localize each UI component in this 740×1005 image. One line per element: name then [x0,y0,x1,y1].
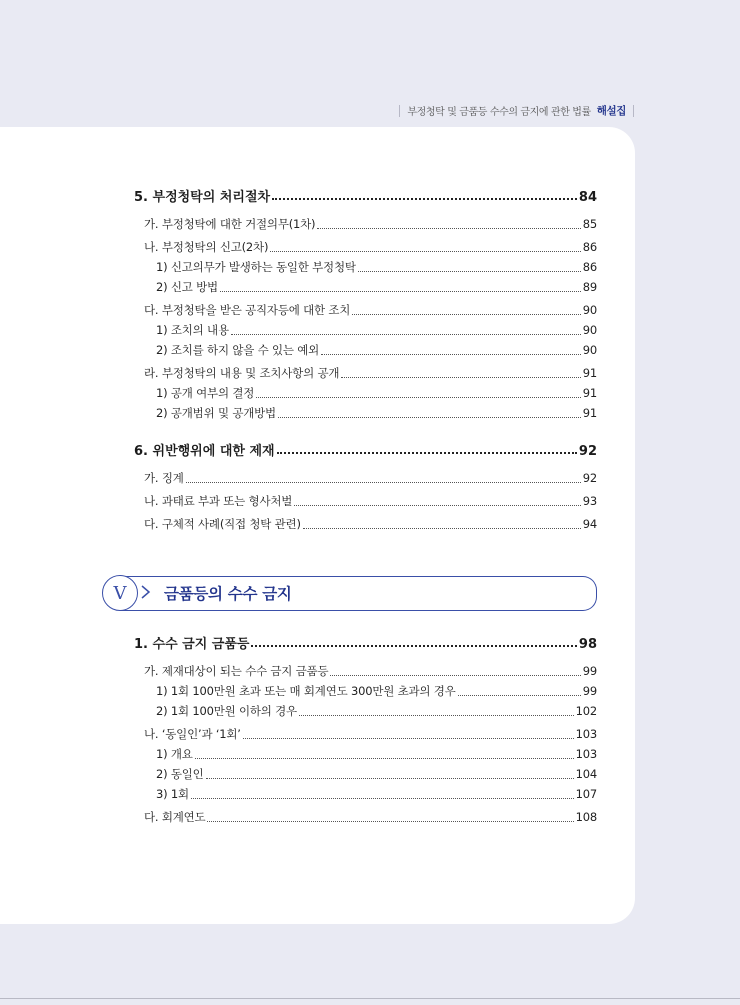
section-title: 금품등의 수수 금지 [164,585,292,603]
bottom-rule [0,998,740,999]
toc-entry-page: 85 [582,217,597,231]
toc-entry-page: 91 [582,406,597,420]
toc-entry-label: 1) 공개 여부의 결정 [156,386,255,400]
toc-entry-page: 91 [582,366,597,380]
toc-entry-label: 2) 1회 100만원 이하의 경우 [156,704,297,718]
dot-leader [321,353,581,355]
dot-leader [270,250,581,252]
dot-leader [207,820,573,822]
toc-entry[interactable] [134,764,597,784]
toc-entry-page: 99 [582,684,597,698]
toc-entry-label: 2) 동일인 [156,767,204,781]
toc-entry[interactable] [134,257,597,277]
toc-entry-label: 다. 회계연도 [144,810,206,824]
toc-entry-label: 가. 부정청탁에 대한 거절의무(1차) [144,217,316,231]
toc-entry-label: 6. 위반행위에 대한 제재 [134,444,275,459]
toc-entry[interactable] [134,491,597,511]
toc-entry[interactable] [134,744,597,764]
toc-entry[interactable] [134,277,597,297]
header-divider [399,105,400,117]
book-title: 부정청탁 및 금품등 수수의 금지에 관한 법률 [407,107,591,118]
toc-entry-label: 1) 개요 [156,747,193,761]
toc-entry-page: 103 [575,727,597,741]
toc-entry-page: 91 [582,386,597,400]
dot-leader [220,290,581,292]
toc-entry-page: 108 [575,810,597,824]
chevron-right-icon [140,585,151,599]
dot-leader [256,396,581,398]
toc-entry-page: 90 [582,323,597,337]
toc-entry-page: 86 [582,260,597,274]
toc-entry[interactable] [134,468,597,488]
toc-entry-page: 94 [582,517,597,531]
header-divider [633,105,634,117]
dot-leader [458,694,581,696]
dot-leader [299,714,574,716]
toc-entry[interactable] [134,237,597,257]
toc-entry-page: 89 [582,280,597,294]
dot-leader [277,451,577,454]
toc-entry-label: 나. ‘동일인’과 ‘1회’ [144,727,241,741]
toc-entry-label: 가. 제재대상이 되는 수수 금지 금품등 [144,664,329,678]
dot-leader [243,737,574,739]
toc-entry-page: 92 [582,471,597,485]
toc-entry-label: 2) 조치를 하지 않을 수 있는 예외 [156,343,320,357]
dot-leader [206,777,574,779]
toc-entry-page: 86 [582,240,597,254]
toc-entry[interactable] [134,440,597,459]
toc-entry[interactable] [134,320,597,340]
toc-entry[interactable] [134,701,597,721]
dot-leader [251,644,576,647]
toc-entry-label: 1. 수수 금지 금품등 [134,637,250,652]
toc-entry-page: 104 [575,767,597,781]
toc-entry[interactable] [134,300,597,320]
toc-entry-page: 92 [578,444,597,459]
dot-leader [358,270,581,272]
dot-leader [278,416,581,418]
toc-entry[interactable] [134,784,597,804]
toc-entry-label: 1) 신고의무가 발생하는 동일한 부정청탁 [156,260,356,274]
dot-leader [191,797,574,799]
dot-leader [272,197,577,200]
toc-entry-page: 103 [575,747,597,761]
toc-entry-label: 가. 징계 [144,471,184,485]
toc-block-2 [134,440,597,534]
toc-entry-label: 라. 부정청탁의 내용 및 조치사항의 공개 [144,366,340,380]
toc-entry-page: 93 [582,494,597,508]
toc-block-1 [134,186,597,423]
toc-entry-page: 90 [582,343,597,357]
dot-leader [341,376,580,378]
toc-entry-page: 84 [578,190,597,205]
dot-leader [195,757,574,759]
toc-entry[interactable] [134,681,597,701]
toc-entry[interactable] [134,363,597,383]
toc-entry-page: 98 [578,637,597,652]
toc-entry[interactable] [134,633,597,652]
dot-leader [294,504,581,506]
toc-entry-label: 나. 과태료 부과 또는 형사처벌 [144,494,293,508]
toc-entry[interactable] [134,214,597,234]
section-label: 해설집 [596,105,626,117]
toc-entry-label: 나. 부정청탁의 신고(2차) [144,240,269,254]
toc-block-3 [134,633,597,827]
toc-entry-page: 107 [575,787,597,801]
toc-entry[interactable] [134,514,597,534]
toc-entry[interactable] [134,383,597,403]
toc-entry-page: 102 [575,704,597,718]
dot-leader [303,527,581,529]
dot-leader [330,674,580,676]
toc-entry[interactable] [134,661,597,681]
toc-entry-label: 2) 신고 방법 [156,280,218,294]
toc-entry-label: 다. 부정청탁을 받은 공직자등에 대한 조치 [144,303,351,317]
toc-entry-label: 5. 부정청탁의 처리절차 [134,190,271,205]
dot-leader [186,481,581,483]
running-header [399,103,634,118]
section-numeral: V [102,575,138,611]
toc-entry-label: 3) 1회 [156,787,189,801]
dot-leader [231,333,581,335]
section-banner [102,575,597,611]
toc-entry-page: 90 [582,303,597,317]
dot-leader [317,227,580,229]
toc-entry[interactable] [134,340,597,360]
toc-entry[interactable] [134,403,597,423]
toc-entry-label: 1) 1회 100만원 초과 또는 매 회계연도 300만원 초과의 경우 [156,684,456,698]
toc-entry[interactable] [134,724,597,744]
toc-entry-page: 99 [582,664,597,678]
dot-leader [352,313,581,315]
toc-entry-label: 다. 구체적 사례(직접 청탁 관련) [144,517,301,531]
toc-entry[interactable] [134,186,597,205]
toc-entry-label: 1) 조치의 내용 [156,323,229,337]
toc-entry[interactable] [134,807,597,827]
toc-entry-label: 2) 공개범위 및 공개방법 [156,406,276,420]
